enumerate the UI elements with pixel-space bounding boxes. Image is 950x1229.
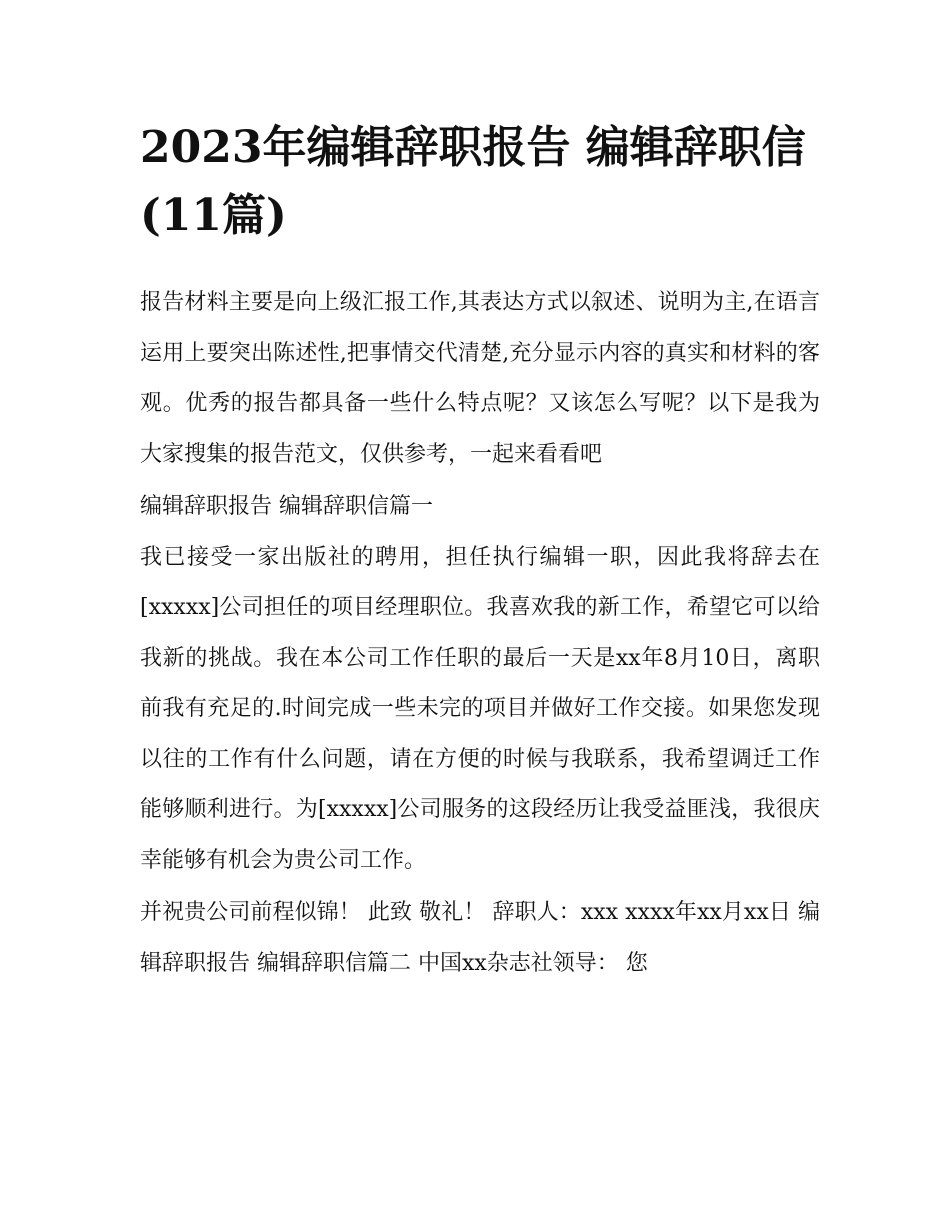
body-paragraph: 我已接受一家出版社的聘用，担任执行编辑一职，因此我将辞去在[xxxxx]公司担任的项目经理职位。我喜欢我的新工作，希望它可以给我新的挑战。我在本公司工作任职的最后一天是xx年8月10日，离职前我有充足的.时间完成一些未完的项目并做好工作交接。如果您发现以往的工作有什么问题，请在方便的时候与我联系，我希望调迁工作能够顺利进行。为[xxxxx]公司服务的这段经历让我受益匪浅，我很庆幸能够有机会为贵公司工作。 [140,544,820,873]
document-title: 2023年编辑辞职报告 编辑辞职信(11篇) [140,122,806,241]
document-page [140,114,820,991]
closing-paragraph: 并祝贵公司前程似锦！ 此致 敬礼！ 辞职人：xxx xxxx年xx月xx日 编辑辞职报告 编辑辞职信篇二 中国xx杂志社领导： 您 [140,900,820,976]
intro-paragraph: 报告材料主要是向上级汇报工作,其表达方式以叙述、说明为主,在语言运用上要突出陈述性,把事情交代清楚,充分显示内容的真实和材料的客观。优秀的报告都具备一些什么特点呢？又该怎么写呢？以下是我为大家搜集的报告范文，仅供参考，一起来看看吧 [140,290,820,467]
section-heading: 编辑辞职报告 编辑辞职信篇一 [140,494,433,519]
